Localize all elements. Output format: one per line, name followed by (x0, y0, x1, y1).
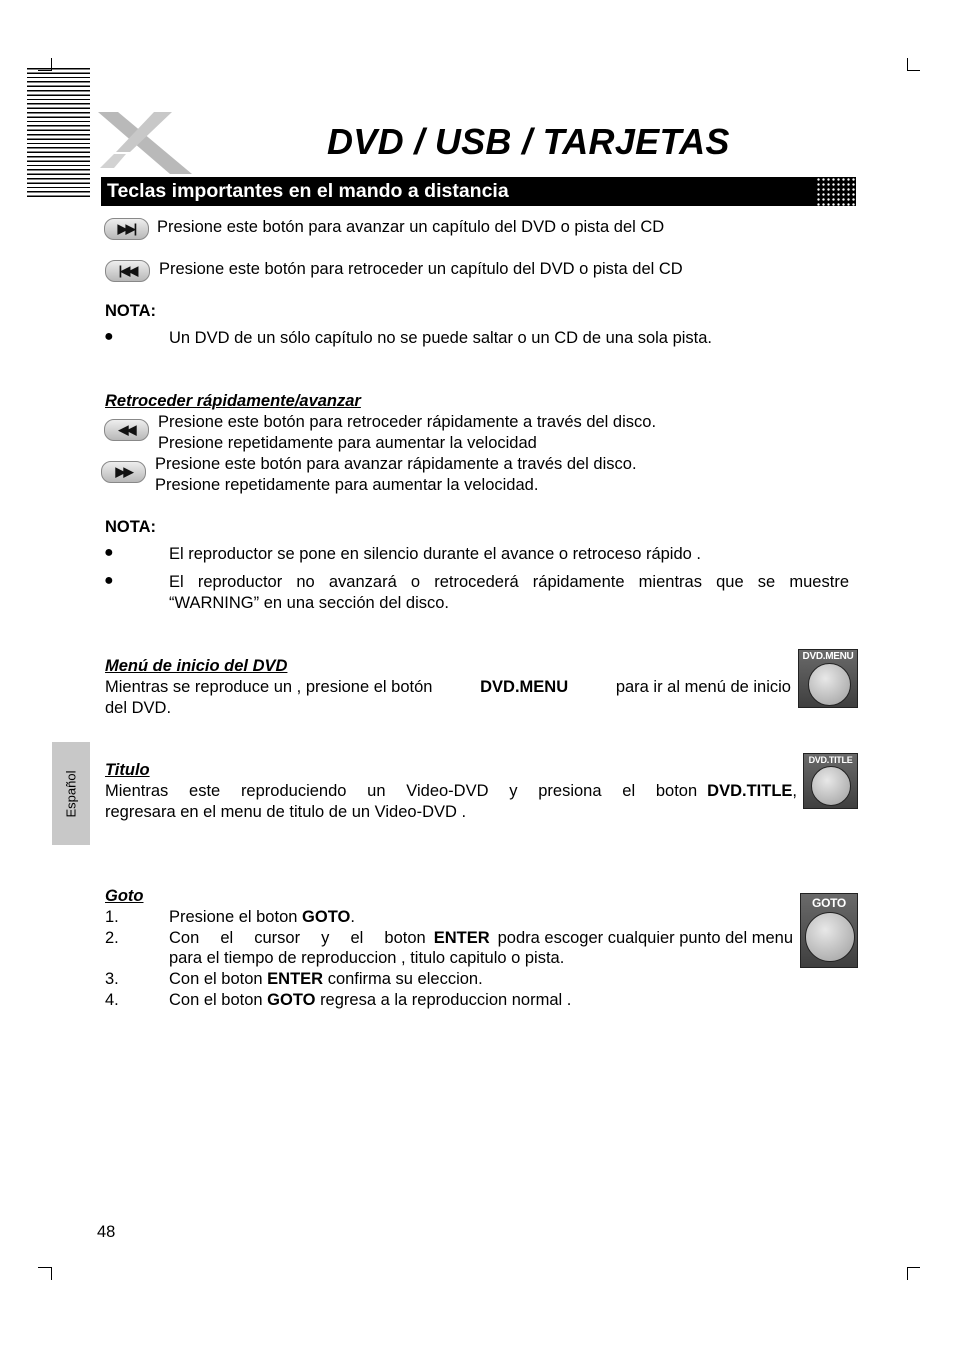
crop-mark (907, 70, 920, 71)
dvd-menu-button-image (798, 649, 858, 708)
section-bar (101, 177, 856, 206)
titulo-line1-pre: Mientras este reproduciendo un Video-DVD y presiona el boton (105, 782, 698, 800)
titulo-line1-post: , (792, 782, 797, 800)
nota2-bullet1-text: El reproductor se pone en silencio durante el avance o retroceso rápido . (169, 545, 701, 563)
menu-line1 (105, 678, 791, 697)
dvd-title-button-label: DVD.TITLE (808, 755, 853, 765)
page-title: DVD / USB / TARJETAS (327, 121, 730, 162)
fast-rewind-line1: Presione este botón para retroceder rápidamente a través del disco. (158, 413, 657, 431)
titulo-line1-key: DVD.TITLE (707, 782, 793, 800)
goto-step-text (169, 908, 355, 927)
goto-button-image (800, 893, 858, 968)
fast-heading: Retroceder rápidamente/avanzar (105, 392, 361, 410)
goto-step-key: GOTO (267, 991, 316, 1009)
menu-line1-pre: Mientras se reproduce un , presione el botón (105, 678, 433, 696)
fast-rewind-line2: Presione repetidamente para aumentar la velocidad (158, 434, 537, 452)
goto-step-pre: Con el cursor y el boton (169, 929, 426, 947)
skip-previous-text: Presione este botón para retroceder un capítulo del DVD o pista del CD (159, 260, 683, 278)
bullet-icon: ● (104, 328, 114, 345)
section-bar-label: Teclas importantes en el mando a distancia (107, 180, 509, 202)
language-side-tab (52, 742, 90, 845)
crop-mark (907, 1267, 920, 1268)
goto-step-num: 2. (105, 929, 119, 947)
dvd-menu-button-label: DVD.MENU (802, 651, 854, 662)
goto-step-text (169, 991, 571, 1010)
goto-step-post: confirma su eleccion. (327, 970, 483, 988)
skip-previous-icon: |◀◀ (105, 260, 150, 282)
titulo-heading: Titulo (105, 761, 150, 779)
menu-line1-key: DVD.MENU (480, 678, 569, 696)
menu-heading: Menú de inicio del DVD (105, 657, 288, 675)
goto-step-key: GOTO (302, 908, 351, 926)
menu-line1-post: para ir al menú de inicio (615, 678, 791, 696)
goto-step-text (169, 929, 793, 948)
header-stripes (27, 68, 90, 200)
nota-label: NOTA: (105, 302, 157, 320)
goto-step-text (169, 970, 483, 989)
menu-line2: del DVD. (105, 699, 172, 717)
fast-rewind-icon: ◀◀ (104, 419, 149, 441)
goto-step-key: ENTER (267, 970, 324, 988)
goto-step-post: regresa a la reproduccion normal . (320, 991, 572, 1009)
fast-forward-icon: ▶▶ (101, 461, 146, 483)
goto-step-line2: para el tiempo de reproduccion , titulo capitulo o pista. (169, 949, 565, 967)
bullet-icon: ● (104, 572, 114, 589)
fast-forward-line2: Presione repetidamente para aumentar la velocidad. (155, 476, 539, 494)
goto-heading: Goto (105, 887, 144, 905)
goto-step-num: 4. (105, 991, 119, 1009)
nota2-bullet2-line2: “WARNING” en una sección del disco. (169, 594, 449, 612)
goto-step-key: ENTER (433, 929, 490, 947)
page-number: 48 (97, 1223, 116, 1241)
goto-button-label: GOTO (812, 896, 846, 910)
nota-label: NOTA: (105, 518, 157, 536)
skip-next-text: Presione este botón para avanzar un capítulo del DVD o pista del CD (157, 218, 665, 236)
skip-next-icon: ▶▶| (104, 218, 149, 240)
language-side-tab-label: Español (63, 770, 79, 817)
crop-mark (907, 1267, 908, 1280)
goto-step-pre: Con el boton (169, 991, 263, 1009)
goto-step-num: 1. (105, 908, 119, 926)
nota2-bullet2-line1: El reproductor no avanzará o retrocederá rápidamente mientras que se muestre (169, 573, 849, 591)
goto-step-post: podra escoger cualquier punto del menu (497, 929, 793, 947)
titulo-line2: regresara en el menu de titulo de un Video-DVD . (105, 803, 467, 821)
goto-step-post: . (350, 908, 355, 926)
fast-forward-line1: Presione este botón para avanzar rápidamente a través del disco. (155, 455, 637, 473)
bullet-icon: ● (104, 544, 114, 561)
goto-step-num: 3. (105, 970, 119, 988)
goto-step-pre: Presione el boton (169, 908, 298, 926)
titulo-line1 (105, 782, 797, 801)
nota1-bullet-text: Un DVD de un sólo capítulo no se puede saltar o un CD de una sola pista. (169, 329, 713, 347)
section-bar-dots (816, 177, 856, 206)
crop-mark (38, 1267, 51, 1268)
goto-step-pre: Con el boton (169, 970, 263, 988)
brand-logo-icon (96, 108, 196, 176)
dvd-title-button-image (803, 753, 858, 809)
crop-mark (51, 1267, 52, 1280)
